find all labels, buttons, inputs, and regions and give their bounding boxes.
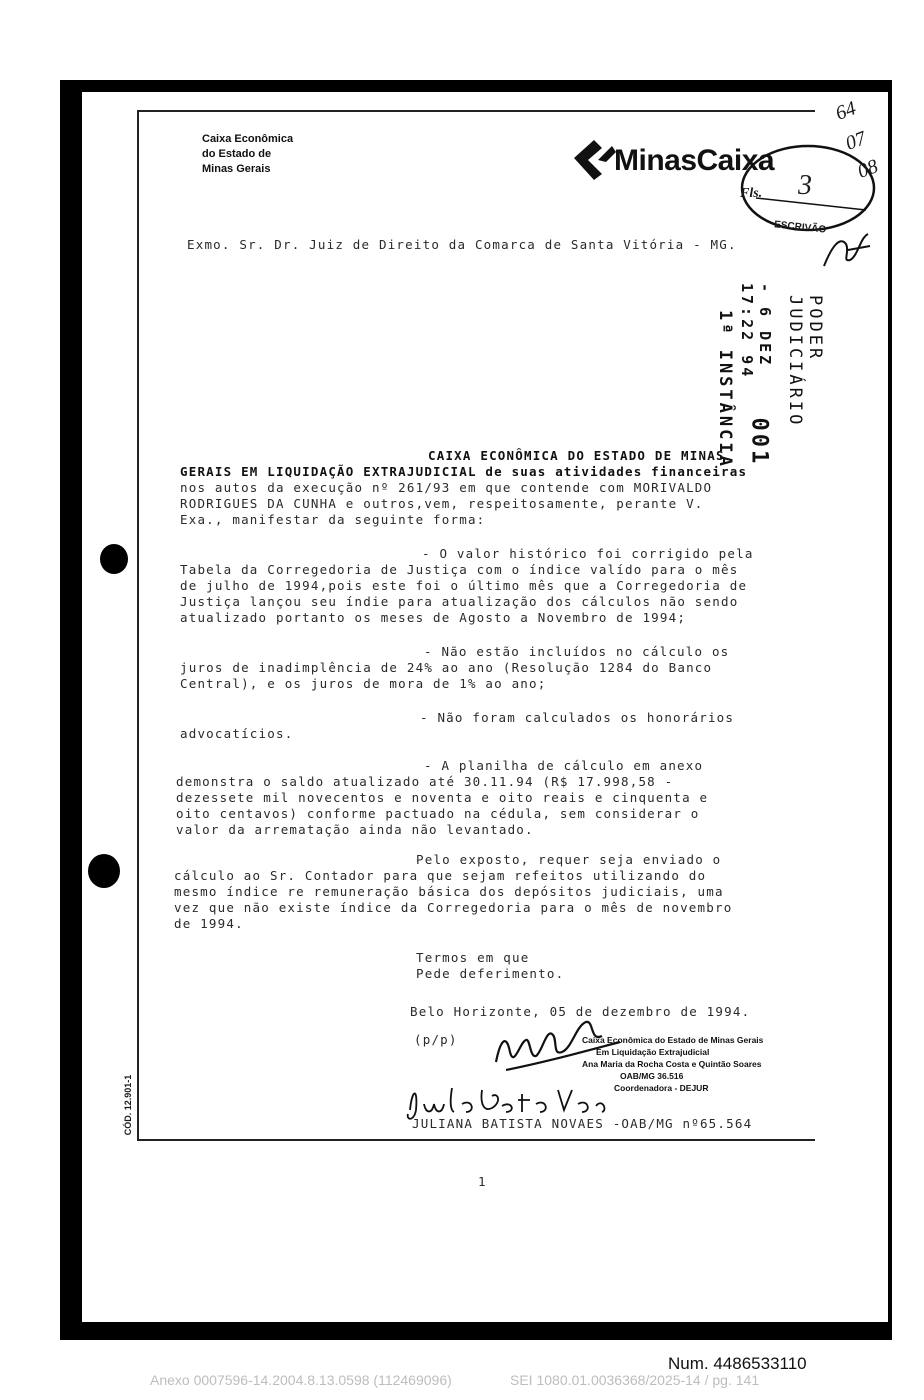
- intro-line-2-text: GERAIS EM LIQUIDAÇÃO EXTRAJUDICIAL de suas atividades financeiras: [180, 464, 748, 479]
- item-1-line-5: atualizado portanto os meses de Agosto a Novembro de 1994;: [180, 610, 687, 625]
- folio-number-1: 64: [832, 97, 859, 125]
- court-stamp-text: PODER JUDICIÁRIO: [785, 295, 825, 428]
- item-3-line-1: - Não foram calculados os honorários: [420, 710, 735, 725]
- brand-name: MinasCaixa: [614, 144, 775, 177]
- margin-scribble-icon: [820, 226, 876, 276]
- item-2-line-3: Central), e os juros de mora de 1% ao ano;: [180, 676, 547, 691]
- pp-label: (p/p): [414, 1032, 458, 1047]
- item-5-line-2: cálculo ao Sr. Contador para que sejam refeitos utilizando do: [174, 868, 707, 883]
- signatory-line-4: OAB/MG 36.516: [620, 1071, 684, 1081]
- sei-reference: SEI 1080.01.0036368/2025-14 / pg. 141: [510, 1372, 760, 1388]
- folio-number-3: 08: [854, 155, 881, 183]
- item-5-line-3: mesmo índice re remuneração básica dos depósitos judiciais, uma: [174, 884, 724, 899]
- signatory-line-1: Caixa Econômica do Estado de Minas Gerais: [582, 1035, 764, 1045]
- intro-line-2: [180, 464, 812, 480]
- form-code: CÓD. 12.901-1: [123, 1074, 133, 1136]
- institution-line-3: Minas Gerais: [202, 163, 271, 175]
- item-1-line-4: Justiça lançou seu índie para atualização dos cálculos não sendo: [180, 594, 739, 609]
- date-stamp-text: - 6 DEZ 17:22 94: [738, 283, 774, 380]
- protocol-stamp-text: 001: [746, 417, 772, 467]
- item-4-paragraph: [176, 758, 812, 838]
- lawyer-name: JULIANA BATISTA NOVAES -OAB/MG nº65.564: [412, 1116, 753, 1131]
- clerk-page-label: Fls.: [740, 186, 763, 201]
- item-1-line-1: - O valor histórico foi corrigido pela: [422, 546, 754, 561]
- intro-line-4: RODRIGUES DA CUNHA e outros,vem, respeitosamente, perante V.: [180, 496, 704, 511]
- signatory-block: [582, 1034, 782, 1094]
- item-4-line-5: valor da arrematação ainda não levantado.: [176, 822, 534, 837]
- intro-line-3: nos autos da execução nº 261/93 em que contende com MORIVALDO: [180, 480, 713, 495]
- item-1-paragraph: [180, 546, 812, 626]
- closing: [416, 950, 564, 982]
- addressee: Exmo. Sr. Dr. Juiz de Direito da Comarca de Santa Vitória - MG.: [187, 237, 737, 252]
- intro-line-1: CAIXA ECONÔMICA DO ESTADO DE MINAS: [428, 448, 725, 463]
- item-4-line-2: demonstra o saldo atualizado até 30.11.94 (R$ 17.998,58 -: [176, 774, 674, 789]
- clerk-page-number: 3: [798, 170, 812, 201]
- annex-reference: Anexo 0007596-14.2004.8.13.0598 (112469096): [150, 1372, 452, 1388]
- instance-stamp-text: 1ª INSTÂNCIA: [715, 310, 735, 469]
- item-1-line-2: Tabela da Corregedoria de Justiça com o índice valído para o mês: [180, 562, 739, 577]
- signatory-line-2: Em Liquidação Extrajudicial: [596, 1047, 710, 1057]
- clerk-label: ESCRIVÃO: [773, 219, 827, 236]
- item-3-line-2: advocatícios.: [180, 726, 294, 741]
- punch-hole-top: [100, 544, 128, 574]
- intro-line-5: Exa., manifestar da seguinte forma:: [180, 512, 486, 527]
- item-2-line-1: - Não estão incluídos no cálculo os: [424, 644, 730, 659]
- item-1-line-3: de julho de 1994,pois este foi o último mês que a Corregedoria de: [180, 578, 748, 593]
- signatory-line-3: Ana Maria da Rocha Costa e Quintão Soares: [582, 1059, 762, 1069]
- item-4-line-1: - A planilha de cálculo em anexo: [424, 758, 704, 773]
- intro-paragraph: [180, 448, 812, 528]
- punch-hole-bottom: [88, 854, 120, 888]
- institution-name: [202, 132, 293, 177]
- document-number: Num. 4486533110: [668, 1354, 807, 1373]
- signatory-line-5: Coordenadora - DEJUR: [614, 1083, 709, 1093]
- item-2-paragraph: [180, 644, 812, 692]
- institution-line-2: do Estado de: [202, 148, 272, 160]
- item-2-line-2: juros de inadimplência de 24% ao ano (Resolução 1284 do Banco: [180, 660, 713, 675]
- folio-number-2: 07: [842, 127, 869, 155]
- institution-line-1: Caixa Econômica: [202, 133, 294, 145]
- item-5-paragraph: [174, 852, 812, 932]
- item-5-line-1: Pelo exposto, requer seja enviado o: [416, 852, 722, 867]
- closing-line-2: Pede deferimento.: [416, 966, 565, 981]
- page-number: 1: [478, 1174, 487, 1189]
- closing-line-1: Termos em que: [416, 950, 530, 965]
- item-5-line-5: de 1994.: [174, 916, 244, 931]
- place-date: Belo Horizonte, 05 de dezembro de 1994.: [410, 1004, 751, 1019]
- item-4-line-4: oito centavos) conforme pactuado na cédula, sem considerar o: [176, 806, 700, 821]
- item-5-line-4: vez que não existe índice da Corregedoria para o mês de novembro: [174, 900, 733, 915]
- minascaixa-logo-icon: [572, 138, 616, 180]
- item-4-line-3: dezessete mil novecentos e noventa e oito reais e cinquenta e: [176, 790, 709, 805]
- item-3-paragraph: [180, 710, 812, 742]
